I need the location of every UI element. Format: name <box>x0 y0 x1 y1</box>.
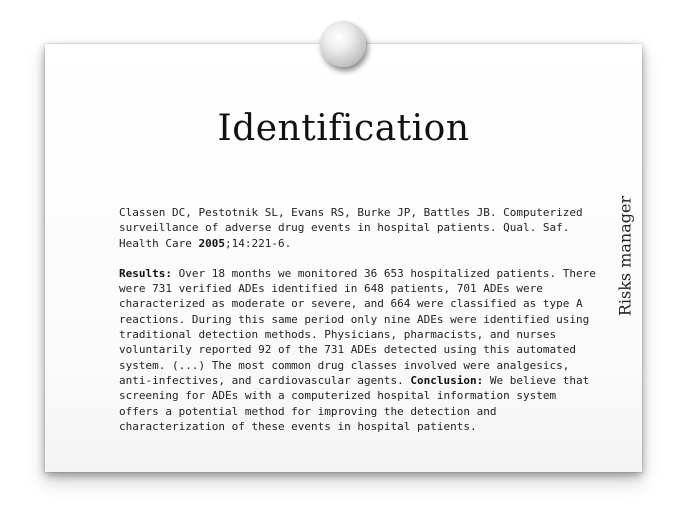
conclusion-text: We believe that screening for ADEs with a computerized hospital information system offers a potential method for improving the detection and characterization of these events in hospital patients. <box>119 373 590 433</box>
citation-volume: ;14:221-6. <box>224 236 292 250</box>
results-text: Over 18 months we monitored 36 653 hospitalized patients. There were 731 verified ADEs identified in 648 patients, 701 ADEs were characterized as moderate or severe, and 664 were classified as type A reactions. During this same period only nine ADEs were identified using traditional detection methods. Physicians, pharmacists, and nurses voluntarily reported 92 of the 731 ADEs detected using this automated system. (...) The most common drug classes involved were analgesics, anti-infectives, and cardiovascular agents. <box>119 266 596 387</box>
citation-year: 2005 <box>198 236 225 250</box>
slide-body <box>119 205 601 434</box>
citation-text: Classen DC, Pestotnik SL, Evans RS, Burke JP, Battles JB. Computerized surveillance of adverse drug events in hospital patients. Qual. Saf. Health Care <box>119 206 583 250</box>
slide-title: Identification <box>217 108 470 149</box>
conclusion-label: Conclusion: <box>410 373 484 387</box>
results-label: Results: <box>119 266 172 280</box>
citation <box>119 205 601 251</box>
abstract <box>119 266 601 434</box>
pushpin-icon <box>320 21 366 67</box>
side-label: Risks manager <box>615 195 635 317</box>
